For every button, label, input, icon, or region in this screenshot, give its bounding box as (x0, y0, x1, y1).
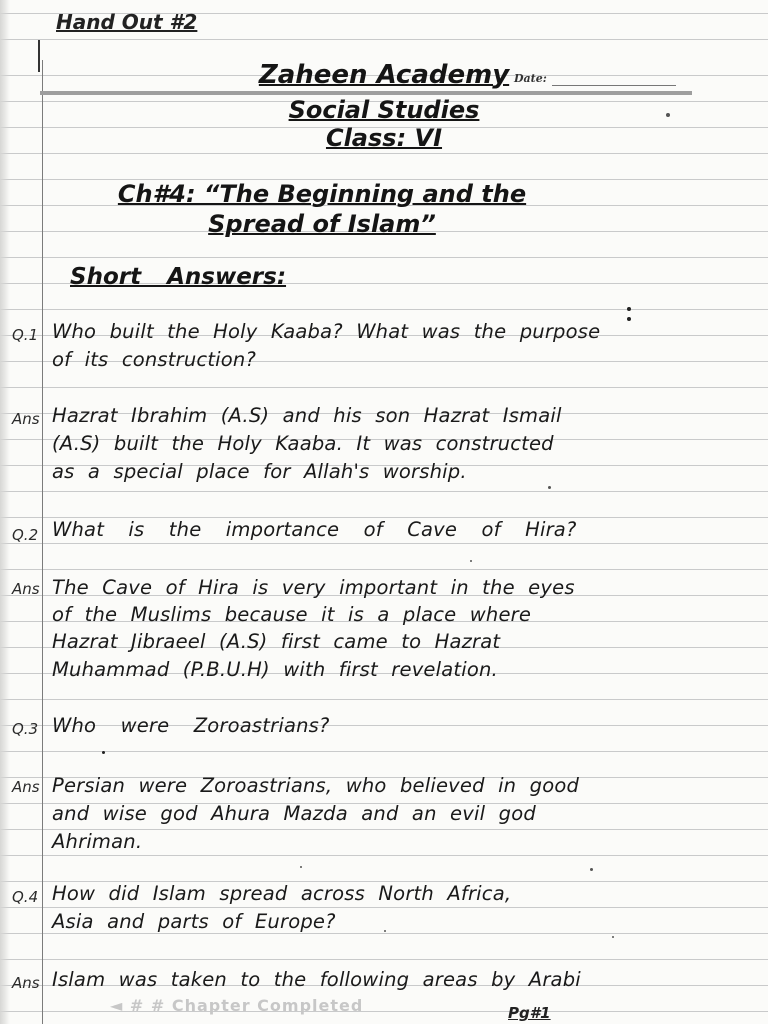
date-label: Date: (514, 72, 547, 85)
scan-speck (470, 560, 472, 562)
question-line: How did Islam spread across North Africa, (52, 882, 512, 905)
answer-marker: Ans (12, 778, 40, 796)
scan-speck (548, 486, 551, 489)
handout-number: Hand Out #2 (56, 10, 198, 34)
answer-line: (A.S) built the Holy Kaaba. It was constructed (52, 432, 554, 455)
colon-dot (627, 307, 631, 311)
subject-title: Social Studies (288, 96, 480, 124)
answer-line: Muhammad (P.B.U.H) with first revelation. (52, 658, 498, 681)
answer-line: as a special place for Allah's worship. (52, 460, 467, 483)
question-line: Who were Zoroastrians? (52, 714, 330, 737)
bleed-through-text: ◄ # # Chapter Completed (110, 996, 364, 1015)
answer-line: The Cave of Hira is very important in the eyes (52, 576, 575, 599)
answer-marker: Ans (12, 410, 40, 428)
answer-line: Hazrat Jibraeel (A.S) first came to Hazrat (52, 630, 501, 653)
page-number: Pg#1 (508, 1004, 551, 1022)
scan-speck (384, 930, 386, 932)
answer-line: of the Muslims because it is a place where (52, 603, 532, 626)
question-line: of its construction? (52, 348, 257, 371)
answer-line: Hazrat Ibrahim (A.S) and his son Hazrat Ismail (52, 404, 562, 427)
scan-speck (300, 866, 302, 868)
header-rule (40, 91, 692, 95)
answer-line: and wise god Ahura Mazda and an evil god (52, 802, 536, 825)
scan-speck (590, 868, 593, 871)
question-marker: Q.1 (12, 326, 39, 344)
answer-marker: Ans (12, 974, 40, 992)
class-title: Class: VI (325, 124, 443, 152)
question-marker: Q.4 (12, 888, 39, 906)
question-line: Asia and parts of Europe? (52, 910, 336, 933)
answer-line: Persian were Zoroastrians, who believed in good (52, 774, 580, 797)
margin-line (42, 60, 43, 1024)
question-marker: Q.3 (12, 720, 39, 738)
scan-speck (612, 936, 614, 938)
scan-speck (666, 113, 670, 117)
question-marker: Q.2 (12, 526, 39, 544)
answer-marker: Ans (12, 580, 40, 598)
answer-line: Islam was taken to the following areas by Arabi (52, 968, 581, 991)
answer-line: Ahriman. (52, 830, 143, 853)
question-line: Who built the Holy Kaaba? What was the purpose (52, 320, 601, 343)
chapter-title-line-2: Spread of Islam” (208, 210, 436, 238)
school-name: Zaheen Academy (258, 60, 510, 90)
section-heading: Short Answers: (70, 264, 287, 290)
question-line: What is the importance of Cave of Hira? (52, 518, 577, 541)
colon-dot (627, 317, 631, 321)
chapter-title-line-1: Ch#4: “The Beginning and the (117, 180, 527, 208)
ink-dot (102, 751, 105, 754)
